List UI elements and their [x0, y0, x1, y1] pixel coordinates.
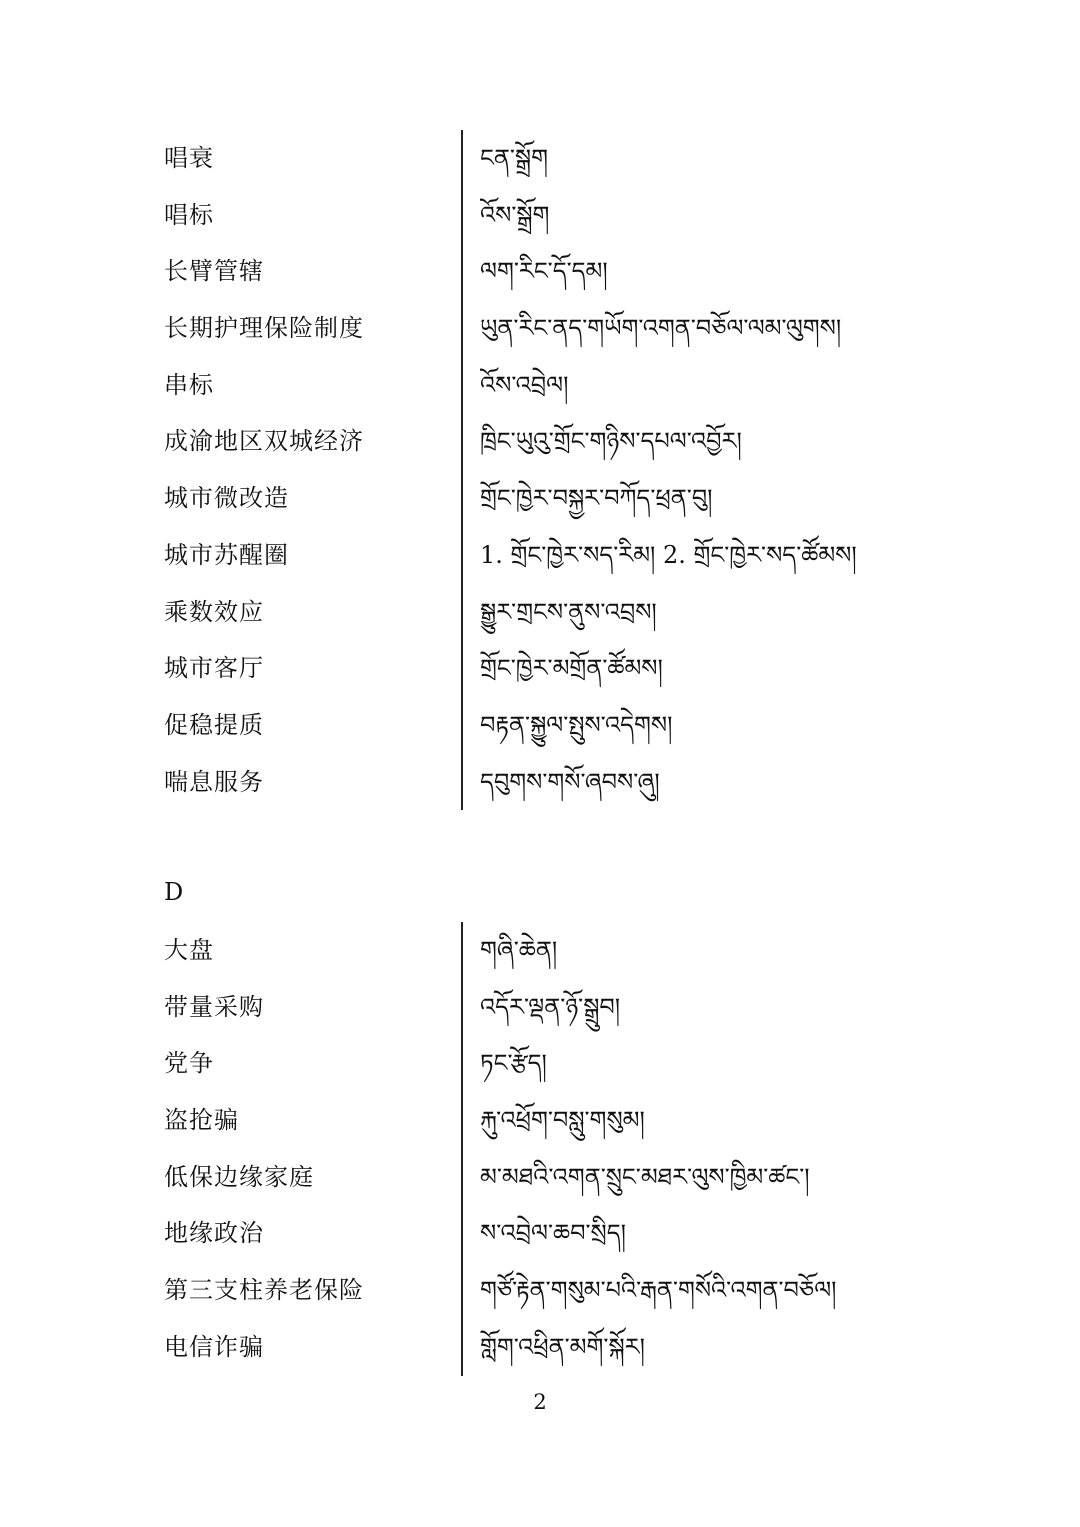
glossary-entry — [0, 130, 1080, 187]
chinese-term: 低保边缘家庭 — [164, 1162, 314, 1191]
chinese-term: 喘息服务 — [164, 767, 264, 796]
glossary-entry — [0, 413, 1080, 470]
glossary-entry — [0, 1092, 1080, 1149]
glossary-section-d — [0, 922, 1080, 1376]
chinese-term: 唱标 — [164, 200, 214, 229]
tibetan-term: ས་འབྲེལ་ཆབ་སྲིད། — [480, 1219, 626, 1248]
chinese-term: 党争 — [164, 1049, 214, 1078]
tibetan-term: ཡུན་རིང་ནད་གཡོག་འགན་བཅོལ་ལམ་ལུགས། — [480, 314, 842, 343]
chinese-term: 地缘政治 — [164, 1219, 264, 1248]
chinese-term: 促稳提质 — [164, 710, 264, 739]
glossary-entry — [0, 187, 1080, 244]
chinese-term: 大盘 — [164, 936, 214, 964]
chinese-term: 盗抢骗 — [164, 1106, 239, 1135]
glossary-entry — [0, 1262, 1080, 1319]
tibetan-term: ཁྲིང་ཡུའུ་གྲོང་གཉིས་དཔལ་འབྱོར། — [480, 427, 742, 456]
chinese-term: 城市苏醒圈 — [164, 540, 289, 569]
chinese-term: 带量采购 — [164, 992, 264, 1021]
tibetan-term: དབུགས་གསོ་ཞབས་ཞུ། — [480, 767, 660, 796]
glossary-entry — [0, 357, 1080, 414]
tibetan-term: རྐུ་འཕྲོག་བསླུ་གསུམ། — [480, 1106, 645, 1135]
glossary-entry — [0, 922, 1080, 979]
tibetan-term: 1. གྲོང་ཁྱེར་སད་རིམ། 2. གྲོང་ཁྱེར་སད་ཚོམས། — [480, 540, 857, 569]
tibetan-term: འོས་སྒྲོག — [480, 200, 550, 229]
tibetan-term: སྒྱུར་གྲངས་ནུས་འབྲས། — [480, 597, 657, 626]
chinese-term: 乘数效应 — [164, 597, 264, 626]
glossary-entry — [0, 1149, 1080, 1206]
tibetan-term: མ་མཐའི་འགན་སྲུང་མཐར་ལུས་ཁྱིམ་ཚང་། — [480, 1162, 810, 1191]
chinese-term: 唱衰 — [164, 144, 214, 172]
glossary-entry — [0, 640, 1080, 697]
glossary-section-c — [0, 130, 1080, 810]
tibetan-term: འདོར་ལྡན་ཉོ་སྒྲུབ། — [480, 992, 621, 1021]
glossary-entry — [0, 979, 1080, 1036]
glossary-entry — [0, 754, 1080, 811]
chinese-term: 电信诈骗 — [164, 1332, 264, 1361]
page-number: 2 — [533, 1390, 547, 1414]
chinese-term: 城市微改造 — [164, 484, 289, 513]
tibetan-term: གློག་འཕྲིན་མགོ་སྐོར། — [480, 1332, 645, 1361]
tibetan-term: ངན་སྒྲོག — [480, 144, 548, 172]
glossary-entry — [0, 300, 1080, 357]
chinese-term: 长臂管辖 — [164, 257, 264, 286]
glossary-entry — [0, 1205, 1080, 1262]
chinese-term: 城市客厅 — [164, 654, 264, 683]
tibetan-term: གཞི་ཆེན། — [480, 936, 558, 964]
glossary-entry — [0, 243, 1080, 300]
tibetan-term: བརྟན་སྐྱུལ་སྤུས་འདེགས། — [480, 710, 673, 739]
tibetan-term: གྲོང་ཁྱེར་བསྐྱར་བཀོད་ཕྲན་བུ། — [480, 484, 713, 513]
glossary-entry — [0, 1319, 1080, 1376]
section-letter-heading: D — [164, 878, 184, 906]
chinese-term: 长期护理保险制度 — [164, 314, 364, 343]
tibetan-term: འོས་འབྲེལ། — [480, 370, 569, 399]
chinese-term: 成渝地区双城经济 — [164, 427, 364, 456]
glossary-entry — [0, 1035, 1080, 1092]
chinese-term: 第三支柱养老保险 — [164, 1276, 364, 1305]
glossary-entry — [0, 470, 1080, 527]
glossary-entry — [0, 697, 1080, 754]
tibetan-term: ལག་རིང་དོ་དམ། — [480, 257, 608, 286]
tibetan-term: ཏང་རྩོད། — [480, 1049, 547, 1078]
tibetan-term: གྲོང་ཁྱེར་མགྲོན་ཚོམས། — [480, 654, 663, 683]
tibetan-term: གཙོ་རྟེན་གསུམ་པའི་རྒན་གསོའི་འགན་བཅོལ། — [480, 1276, 837, 1305]
glossary-entry — [0, 584, 1080, 641]
glossary-entry — [0, 527, 1080, 584]
chinese-term: 串标 — [164, 370, 214, 399]
